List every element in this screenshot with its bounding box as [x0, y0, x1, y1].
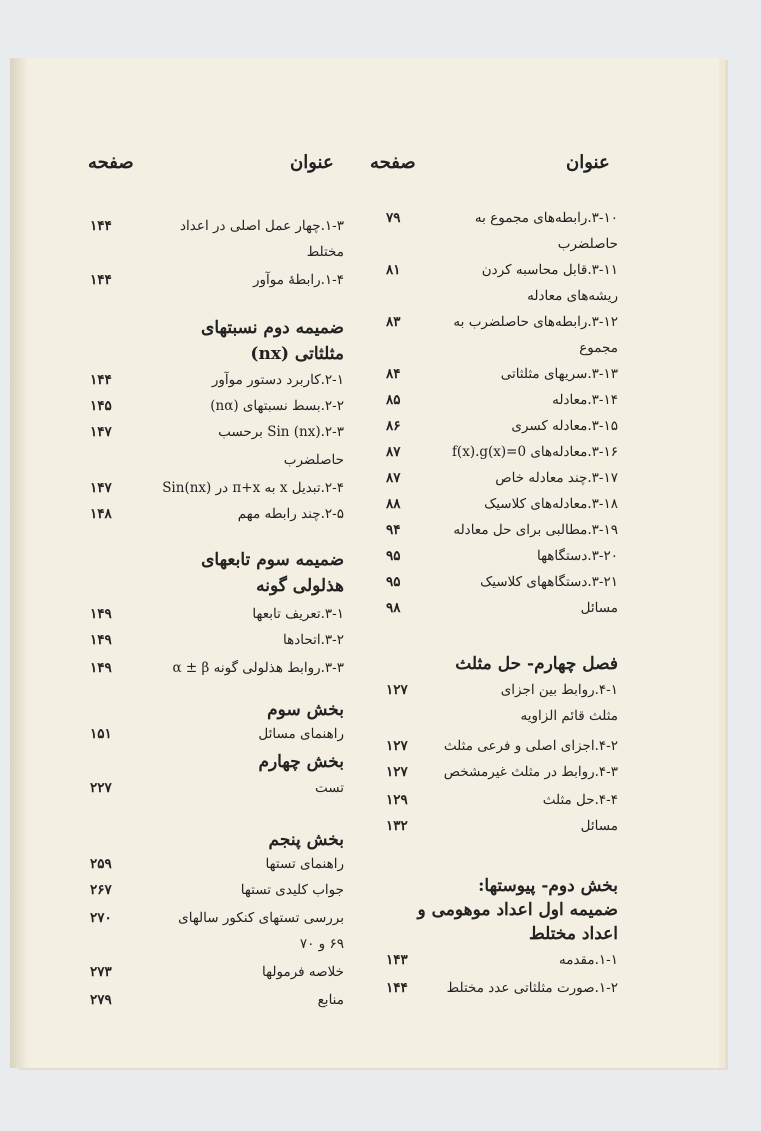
right-entry-title: مجموع [579, 340, 618, 356]
right-section-heading: اعداد مختلط [529, 924, 618, 944]
left-toc-row [0, 550, 761, 574]
left-toc-row [0, 318, 761, 342]
right-entry-title: ۱-۲.صورت مثلثاتی عدد مختلط [446, 980, 618, 996]
left-section-heading: هذلولی گونه [256, 576, 344, 596]
left-toc-row [0, 780, 761, 804]
left-entry-page-number: ۱۴۹ [90, 660, 112, 676]
left-toc-row [0, 576, 761, 600]
right-entry-page-number: ۸۸ [386, 496, 401, 512]
left-entry-page-number: ۱۴۴ [90, 272, 112, 288]
left-toc-row [0, 398, 761, 422]
right-entry-page-number: ۹۸ [386, 600, 401, 616]
left-toc-row [0, 344, 761, 368]
left-toc-row [0, 452, 761, 476]
left-toc-row [0, 218, 761, 242]
left-entry-title: جواب کلیدی تستها [240, 882, 344, 898]
left-entry-page-number: ۲۵۹ [90, 856, 112, 872]
left-entry-title: ۲-۲.بسط نسبتهای (nα) [210, 398, 344, 414]
left-toc-row [0, 244, 761, 268]
right-entry-title: ۱-۱.مقدمه [559, 952, 618, 968]
right-entry-title: ۳-۱۰.رابطه‌های مجموع به [474, 210, 618, 226]
left-entry-page-number: ۲۶۷ [90, 882, 112, 898]
right-entry-title: ۳-۲۰.دستگاهها [536, 548, 618, 564]
left-entry-page-number: ۱۴۹ [90, 632, 112, 648]
left-entry-title: راهنمای مسائل [258, 726, 344, 742]
left-entry-page-number: ۱۴۹ [90, 606, 112, 622]
right-entry-title: حاصلضرب [557, 236, 618, 252]
left-toc-row [0, 910, 761, 934]
left-toc-row [0, 830, 761, 854]
right-entry-page-number: ۹۵ [386, 574, 401, 590]
right-entry-title: ۳-۱۱.قابل محاسبه کردن [481, 262, 618, 278]
left-entry-title: ۳-۱.تعریف تابعها [252, 606, 344, 622]
left-toc-row [0, 700, 761, 724]
right-entry-title: ۳-۱۴.معادله [552, 392, 618, 408]
right-entry-page-number: ۸۱ [386, 262, 401, 278]
left-toc-row [0, 506, 761, 530]
left-col-page-header: صفحه [88, 152, 134, 173]
left-toc-row [0, 272, 761, 296]
right-entry-title: ۳-۱۹.مطالبی برای حل معادله [453, 522, 618, 538]
left-toc-row [0, 632, 761, 656]
left-toc-row [0, 660, 761, 684]
left-entry-page-number: ۱۴۵ [90, 398, 112, 414]
left-entry-title: خلاصه فرمولها [262, 964, 344, 980]
left-entry-title: ۲-۱.کاربرد دستور موآور [211, 372, 344, 388]
left-entry-title: ۳-۳.روابط هذلولی گونه α ± β [172, 660, 344, 676]
right-entry-title: ۳-۱۵.معادله کسری [511, 418, 618, 434]
left-section-heading: بخش چهارم [258, 752, 344, 772]
right-entry-title: ۴-۱.روابط بین اجزای [500, 682, 618, 698]
left-section-heading: ضمیمه دوم نسبتهای [201, 318, 344, 338]
right-entry-page-number: ۸۵ [386, 392, 401, 408]
left-entry-title: ۲-۵.چند رابطه مهم [237, 506, 344, 522]
right-entry-title: ۴-۲.اجزای اصلی و فرعی مثلث [443, 738, 618, 754]
left-entry-title: ۶۹ و ۷۰ [299, 936, 344, 952]
left-section-heading: بخش سوم [267, 700, 344, 720]
right-entry-page-number: ۹۵ [386, 548, 401, 564]
right-entry-title: ۳-۱۳.سریهای مثلثاتی [500, 366, 618, 382]
left-toc-row [0, 726, 761, 750]
left-entry-page-number: ۲۲۷ [90, 780, 112, 796]
left-section-heading: مثلثاتی (nx) [250, 344, 344, 364]
left-toc-row [0, 856, 761, 880]
left-entry-title: حاصلضرب [283, 452, 344, 468]
right-entry-page-number: ۱۴۳ [386, 952, 408, 968]
left-toc-row [0, 480, 761, 504]
right-section-heading: فصل چهارم- حل مثلث [455, 654, 618, 674]
right-col-title-header: عنوان [566, 152, 610, 173]
left-entry-page-number: ۱۴۸ [90, 506, 112, 522]
left-col-title-header: عنوان [290, 152, 334, 173]
left-toc-row [0, 964, 761, 988]
left-section-heading: ضمیمه سوم تابعهای [201, 550, 344, 570]
left-entry-page-number: ۱۴۷ [90, 424, 112, 440]
right-entry-page-number: ۸۶ [386, 418, 401, 434]
left-entry-page-number: ۲۷۰ [90, 910, 112, 926]
left-entry-title: ۱-۴.رابطهٔ موآور [253, 272, 344, 288]
right-entry-page-number: ۸۳ [386, 314, 401, 330]
left-toc-row [0, 372, 761, 396]
right-entry-title: ۳-۱۲.رابطه‌های حاصلضرب به [453, 314, 618, 330]
right-section-heading: بخش دوم- پیوستها: [478, 876, 618, 896]
left-section-heading: بخش پنجم [268, 830, 344, 850]
left-entry-title: تست [314, 780, 344, 796]
right-entry-page-number: ۸۴ [386, 366, 401, 382]
right-entry-title: مثلث قائم الزاویه [520, 708, 618, 724]
left-entry-page-number: ۲۷۹ [90, 992, 112, 1008]
left-entry-title: ۲-۳.Sin (nx) برحسب [218, 424, 344, 440]
right-entry-page-number: ۱۴۴ [386, 980, 408, 996]
right-entry-title: مسائل [580, 818, 618, 834]
left-entry-title: مختلط [306, 244, 344, 260]
left-toc-row [0, 424, 761, 448]
left-toc-row [0, 882, 761, 906]
right-entry-title: ۳-۱۶.معادله‌های f(x).g(x)=0 [451, 444, 618, 460]
right-entry-title: مسائل [580, 600, 618, 616]
right-entry-page-number: ۸۷ [386, 470, 401, 486]
right-entry-page-number: ۱۲۷ [386, 682, 408, 698]
right-entry-title: ریشه‌های معادله [527, 288, 618, 304]
right-entry-page-number: ۸۷ [386, 444, 401, 460]
right-entry-title: ۴-۳.روابط در مثلث غیرمشخص [443, 764, 618, 780]
left-entry-title: راهنمای تستها [265, 856, 344, 872]
left-entry-page-number: ۱۵۱ [90, 726, 112, 742]
right-entry-title: ۴-۴.حل مثلث [542, 792, 618, 808]
right-entry-page-number: ۱۲۹ [386, 792, 408, 808]
left-toc-row [0, 936, 761, 960]
left-entry-page-number: ۱۴۴ [90, 372, 112, 388]
left-entry-title: بررسی تستهای کنکور سالهای [178, 910, 344, 926]
right-entry-title: ۳-۲۱.دستگاههای کلاسیک [480, 574, 618, 590]
left-entry-title: ۲-۴.تبدیل x به π+x در Sin(nx) [162, 480, 344, 496]
left-entry-title: ۳-۲.اتحادها [283, 632, 344, 648]
right-entry-page-number: ۱۳۲ [386, 818, 408, 834]
right-entry-title: ۳-۱۷.چند معادله خاص [495, 470, 618, 486]
left-entry-page-number: ۱۴۷ [90, 480, 112, 496]
left-entry-page-number: ۲۷۳ [90, 964, 112, 980]
right-entry-page-number: ۱۲۷ [386, 738, 408, 754]
left-entry-title: ۱-۳.چهار عمل اصلی در اعداد [180, 218, 344, 234]
left-toc-row [0, 992, 761, 1016]
right-entry-page-number: ۹۴ [386, 522, 401, 538]
left-entry-title: منابع [317, 992, 344, 1008]
left-toc-row [0, 606, 761, 630]
right-entry-page-number: ۷۹ [386, 210, 401, 226]
right-entry-title: ۳-۱۸.معادله‌های کلاسیک [484, 496, 618, 512]
right-col-page-header: صفحه [370, 152, 416, 173]
right-entry-page-number: ۱۲۷ [386, 764, 408, 780]
left-entry-page-number: ۱۴۴ [90, 218, 112, 234]
right-section-heading: ضمیمه اول اعداد موهومی و [417, 900, 618, 920]
left-toc-row [0, 752, 761, 776]
